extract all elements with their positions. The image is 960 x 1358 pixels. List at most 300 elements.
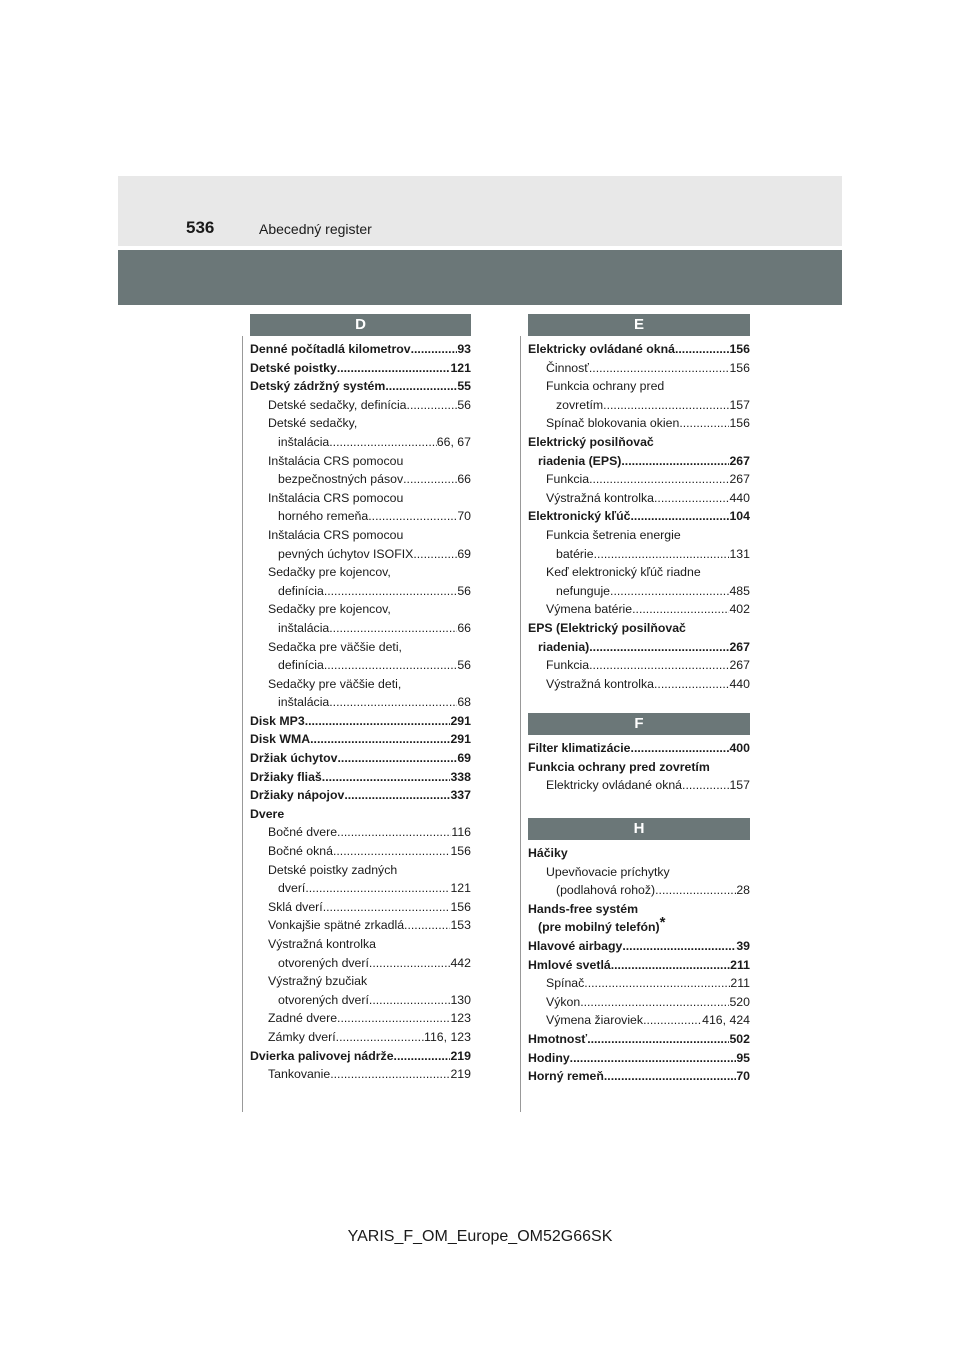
- page-reference: 121: [450, 360, 471, 375]
- index-subentry: [250, 842, 471, 861]
- entry-label: Činnosť: [546, 360, 589, 375]
- page-reference: 156: [729, 360, 750, 375]
- dot-leader: [675, 340, 730, 359]
- page-reference: 267: [729, 658, 750, 673]
- entry-line: [528, 758, 750, 777]
- index-entry: [250, 1047, 471, 1066]
- entry-line: [250, 842, 471, 861]
- entry-line: [528, 844, 750, 863]
- entry-line: [250, 1028, 471, 1047]
- dot-leader: [610, 582, 729, 601]
- entry-label: Elektricky ovládané okná: [546, 778, 683, 793]
- entry-line: [528, 377, 750, 396]
- index-entry: [250, 786, 471, 805]
- index-subentry: [528, 359, 750, 378]
- footnote-asterisk: *: [659, 914, 666, 932]
- entry-line: [250, 600, 471, 619]
- dot-leader: [589, 470, 729, 489]
- index-subentry: [250, 916, 471, 935]
- entry-label: inštalácia: [278, 434, 330, 449]
- index-entry: [528, 1067, 750, 1086]
- page-reference: 70: [457, 509, 471, 524]
- index-entry: [250, 377, 471, 396]
- dot-leader: [643, 1011, 702, 1030]
- entry-label: Držiaky fliaš: [250, 769, 322, 784]
- index-subentry: [528, 489, 750, 508]
- entry-label: dverí: [278, 881, 306, 896]
- entry-label: Sedačky pre kojencov,: [268, 565, 391, 580]
- page-reference: 338: [450, 769, 471, 784]
- index-entry: [528, 619, 750, 656]
- index-subentry: [528, 656, 750, 675]
- entry-line: [250, 638, 471, 657]
- entry-line: [250, 805, 471, 824]
- entry-line: [250, 452, 471, 471]
- entry-line: [528, 881, 750, 900]
- page-reference: 416, 424: [702, 1013, 750, 1028]
- entry-label: (podlahová rohož): [556, 883, 656, 898]
- entry-label: Elektrický posilňovač: [528, 434, 654, 449]
- dot-leader: [394, 1047, 451, 1066]
- dot-leader: [632, 600, 729, 619]
- entry-line: [250, 340, 471, 359]
- page-reference: 219: [450, 1048, 471, 1063]
- document-footer: YARIS_F_OM_Europe_OM52G66SK: [347, 1228, 613, 1245]
- entry-label: Detský zádržný systém: [250, 379, 386, 394]
- page-reference: 442: [450, 955, 471, 970]
- entry-label: Hodiny: [528, 1050, 570, 1065]
- entry-label: zovretím: [556, 397, 604, 412]
- page-reference: 39: [736, 939, 750, 954]
- page-reference: 156: [450, 899, 471, 914]
- entry-line: [528, 1030, 750, 1049]
- entry-label: inštalácia: [278, 695, 330, 710]
- entry-line: [528, 359, 750, 378]
- dot-leader: [329, 433, 437, 452]
- dot-leader: [385, 377, 457, 396]
- dot-leader: [337, 1009, 450, 1028]
- entry-line: [528, 489, 750, 508]
- entry-line: [250, 749, 471, 768]
- entry-label: Hlavové airbagy: [528, 939, 623, 954]
- dot-leader: [611, 956, 730, 975]
- page-reference: 69: [457, 546, 471, 561]
- dot-leader: [655, 881, 736, 900]
- page-reference: 157: [729, 397, 750, 412]
- index-subentry: [528, 675, 750, 694]
- index-subentry: [250, 563, 471, 600]
- entry-label: Denné počítadlá kilometrov: [250, 342, 411, 356]
- entry-label: Funkcia ochrany pred: [546, 379, 665, 394]
- index-entry: [528, 340, 750, 359]
- entry-label: Výkon: [546, 994, 581, 1009]
- page-reference: 66: [457, 620, 471, 635]
- entry-label: batérie: [556, 546, 594, 561]
- entry-line: [528, 675, 750, 694]
- index-subentry: [250, 489, 471, 526]
- entry-label: Dvierka palivovej nádrže: [250, 1048, 394, 1063]
- page-reference: 56: [457, 397, 471, 412]
- index-subentry: [250, 526, 471, 563]
- dot-leader: [630, 507, 729, 526]
- entry-label: riadenia (EPS): [538, 453, 622, 468]
- section-letter-header: D: [250, 314, 471, 336]
- dot-leader: [337, 749, 457, 768]
- entry-label: Keď elektronický kľúč riadne: [546, 565, 701, 580]
- index-section-h: [528, 818, 750, 1086]
- dot-leader: [330, 1065, 450, 1084]
- index-section-f: [528, 713, 750, 795]
- dot-leader: [584, 974, 730, 993]
- page-reference: 123: [450, 1011, 471, 1026]
- index-entry: [250, 805, 471, 824]
- page-reference: 69: [457, 751, 471, 766]
- entry-line: [528, 414, 750, 433]
- entry-label: Vonkajšie spätné zrkadlá: [268, 918, 405, 933]
- entry-label: Spínač blokovania okien: [546, 416, 680, 431]
- entry-label: Výstražná kontrolka: [268, 937, 376, 951]
- entry-line: [250, 991, 471, 1010]
- index-entry: [250, 730, 471, 749]
- dot-leader: [654, 489, 729, 508]
- entry-label: Upevňovacie príchytky: [546, 864, 670, 879]
- entry-line: [528, 507, 750, 526]
- index-subentry: [250, 823, 471, 842]
- page-title: Abecedný register: [259, 221, 372, 237]
- entry-label: Detské poistky zadných: [268, 862, 398, 877]
- entry-line: [250, 935, 471, 954]
- entry-line: [250, 582, 471, 601]
- dot-leader: [570, 1049, 737, 1068]
- entry-line: [528, 914, 750, 937]
- entry-label: Bočné okná: [268, 844, 333, 859]
- page-reference: 156: [729, 416, 750, 431]
- dot-leader: [336, 1028, 424, 1047]
- entry-line: [250, 1047, 471, 1066]
- index-entry: [528, 758, 750, 777]
- page-reference: 156: [450, 844, 471, 859]
- entry-line: [528, 776, 750, 795]
- dot-leader: [369, 954, 451, 973]
- page-reference: 130: [450, 992, 471, 1007]
- entry-line: [528, 863, 750, 882]
- entry-line: [528, 396, 750, 415]
- entry-label: Sedačky pre kojencov,: [268, 602, 391, 617]
- dot-leader: [580, 993, 729, 1012]
- entry-label: EPS (Elektrický posilňovač: [528, 620, 686, 635]
- dot-leader: [369, 991, 451, 1010]
- entry-label: Elektronický kľúč: [528, 509, 631, 524]
- dot-leader: [587, 1030, 729, 1049]
- entry-line: [528, 1011, 750, 1030]
- page-reference: 337: [450, 788, 471, 803]
- page-reference: 104: [729, 509, 750, 524]
- entry-label: Detské sedačky,: [268, 416, 358, 431]
- entry-label: Disk WMA: [250, 732, 311, 747]
- entry-line: [250, 1065, 471, 1084]
- entry-label: Výstražný bzučiak: [268, 974, 368, 989]
- page-reference: 440: [729, 490, 750, 505]
- entry-line: [528, 600, 750, 619]
- index-section-d: [250, 314, 471, 1084]
- page-reference: 66: [457, 472, 471, 487]
- entry-label: Detské sedačky, definícia: [268, 397, 407, 412]
- index-subentry: [528, 563, 750, 600]
- entry-label: (pre mobilný telefón): [538, 920, 660, 935]
- entry-line: [250, 470, 471, 489]
- entry-label: Tankovanie: [268, 1067, 331, 1082]
- index-entry-list: [528, 735, 750, 795]
- entry-label: Výstražná kontrolka: [546, 676, 654, 691]
- dot-leader: [682, 776, 729, 795]
- dot-leader: [323, 898, 451, 917]
- index-subentry: [250, 935, 471, 972]
- entry-line: [250, 619, 471, 638]
- entry-line: [250, 489, 471, 508]
- entry-line: [250, 730, 471, 749]
- header-bar: [118, 176, 842, 246]
- entry-label: Funkcia: [546, 472, 590, 487]
- entry-label: inštalácia: [278, 620, 330, 635]
- dot-leader: [603, 396, 729, 415]
- entry-line: [250, 972, 471, 991]
- entry-label: definícia: [278, 658, 324, 673]
- index-entry-list: [528, 336, 750, 693]
- index-entry: [250, 359, 471, 378]
- page-reference: 267: [729, 639, 750, 654]
- entry-line: [250, 786, 471, 805]
- entry-line: [528, 974, 750, 993]
- dot-leader: [604, 1067, 736, 1086]
- entry-line: [528, 1067, 750, 1086]
- dot-leader: [344, 786, 450, 805]
- page-reference: 520: [729, 994, 750, 1009]
- entry-label: Inštalácia CRS pomocou: [268, 453, 404, 468]
- entry-line: [528, 340, 750, 359]
- entry-label: otvorených dverí: [278, 992, 369, 1007]
- dot-leader: [621, 452, 729, 471]
- entry-line: [528, 900, 750, 919]
- entry-line: [528, 563, 750, 582]
- index-subentry: [528, 863, 750, 900]
- entry-line: [250, 656, 471, 675]
- entry-label: definícia: [278, 583, 324, 598]
- entry-label: Elektricky ovládané okná: [528, 342, 675, 356]
- index-subentry: [528, 377, 750, 414]
- index-entry: [250, 712, 471, 731]
- index-subentry: [528, 526, 750, 563]
- entry-label: nefunguje: [556, 583, 611, 598]
- page-reference: 156: [729, 342, 750, 356]
- column-divider-right: [520, 336, 521, 1112]
- entry-label: Výmena batérie: [546, 602, 633, 617]
- entry-label: Inštalácia CRS pomocou: [268, 490, 404, 505]
- index-subentry: [250, 396, 471, 415]
- page-reference: 267: [729, 453, 750, 468]
- index-column-left: [250, 314, 471, 1084]
- entry-line: [250, 768, 471, 787]
- page-reference: 402: [729, 602, 750, 617]
- index-entry: [528, 844, 750, 863]
- entry-label: Funkcia: [546, 658, 590, 673]
- index-entry-list: [250, 336, 471, 1084]
- index-subentry: [250, 638, 471, 675]
- entry-label: pevných úchytov ISOFIX: [278, 546, 414, 561]
- entry-line: [528, 739, 750, 758]
- entry-label: Funkcia šetrenia energie: [546, 527, 681, 542]
- entry-label: Inštalácia CRS pomocou: [268, 527, 404, 542]
- index-entry: [250, 768, 471, 787]
- dot-leader: [305, 712, 451, 731]
- dot-leader: [631, 739, 730, 758]
- page-reference: 28: [736, 883, 750, 898]
- index-subentry: [528, 974, 750, 993]
- entry-label: Sedačka pre väčšie deti,: [268, 639, 402, 654]
- page-reference: 116, 123: [424, 1029, 471, 1044]
- dot-leader: [324, 656, 458, 675]
- entry-line: [250, 377, 471, 396]
- index-subentry: [528, 600, 750, 619]
- entry-label: Funkcia ochrany pred zovretím: [528, 759, 710, 774]
- entry-line: [250, 1009, 471, 1028]
- index-entry: [528, 1049, 750, 1068]
- entry-line: [250, 861, 471, 880]
- entry-label: Zámky dverí: [268, 1029, 336, 1044]
- entry-line: [528, 452, 750, 471]
- entry-label: Držiaky nápojov: [250, 788, 345, 803]
- entry-label: Filter klimatizácie: [528, 741, 631, 756]
- dot-leader: [329, 619, 457, 638]
- entry-label: Spínač: [546, 976, 585, 991]
- entry-line: [250, 823, 471, 842]
- page-reference: 157: [729, 778, 750, 793]
- entry-line: [250, 433, 471, 452]
- entry-label: Sklá dverí: [268, 899, 323, 914]
- entry-label: riadenia): [538, 639, 590, 654]
- section-letter-header: H: [528, 818, 750, 840]
- entry-label: Háčiky: [528, 846, 568, 861]
- dot-leader: [368, 507, 457, 526]
- index-entry: [528, 1030, 750, 1049]
- entry-label: Zadné dvere: [268, 1011, 338, 1026]
- page-reference: 68: [457, 695, 471, 710]
- entry-line: [528, 433, 750, 452]
- entry-line: [528, 956, 750, 975]
- index-entry: [528, 900, 750, 937]
- entry-line: [250, 563, 471, 582]
- page-reference: 116: [451, 825, 471, 840]
- entry-label: Výmena žiaroviek: [546, 1013, 644, 1028]
- index-section-e: [528, 314, 750, 693]
- dot-leader: [333, 842, 451, 861]
- dot-leader: [413, 545, 457, 564]
- entry-line: [250, 526, 471, 545]
- entry-line: [250, 507, 471, 526]
- index-subentry: [528, 776, 750, 795]
- entry-line: [528, 619, 750, 638]
- page-reference: 267: [729, 472, 750, 487]
- entry-label: Hmotnosť: [528, 1032, 588, 1046]
- entry-line: [528, 993, 750, 1012]
- entry-line: [528, 656, 750, 675]
- entry-line: [250, 545, 471, 564]
- entry-line: [528, 545, 750, 564]
- page-reference: 55: [457, 379, 471, 394]
- page-reference: 291: [450, 713, 471, 728]
- entry-label: Výstražná kontrolka: [546, 490, 654, 505]
- dot-leader: [654, 675, 729, 694]
- page-reference: 66, 67: [436, 434, 471, 449]
- entry-line: [250, 693, 471, 712]
- dot-leader: [407, 396, 458, 415]
- page-reference: 211: [730, 976, 750, 991]
- section-letter-header: F: [528, 713, 750, 735]
- section-letter-header: E: [528, 314, 750, 336]
- entry-line: [250, 879, 471, 898]
- entry-line: [250, 898, 471, 917]
- index-entry: [250, 340, 471, 359]
- column-divider-left: [242, 336, 243, 1112]
- index-subentry: [528, 993, 750, 1012]
- index-column-right: [528, 314, 750, 1086]
- entry-line: [528, 526, 750, 545]
- index-entry-list: [528, 840, 750, 1086]
- index-entry: [528, 507, 750, 526]
- dot-leader: [589, 638, 729, 657]
- header-band: [118, 250, 842, 305]
- index-subentry: [250, 414, 471, 451]
- index-entry: [250, 749, 471, 768]
- entry-line: [528, 638, 750, 657]
- entry-line: [250, 359, 471, 378]
- index-entry: [528, 433, 750, 470]
- dot-leader: [305, 879, 450, 898]
- page-reference: 131: [729, 546, 750, 561]
- dot-leader: [324, 582, 458, 601]
- index-subentry: [250, 861, 471, 898]
- dot-leader: [322, 768, 451, 787]
- dot-leader: [337, 359, 451, 378]
- entry-line: [250, 396, 471, 415]
- dot-leader: [310, 730, 450, 749]
- page-reference: 502: [729, 1032, 750, 1046]
- entry-label: horného remeňa: [278, 509, 369, 524]
- page-reference: 400: [729, 741, 750, 756]
- entry-line: [250, 916, 471, 935]
- entry-line: [528, 1049, 750, 1068]
- entry-label: bezpečnostných pásov: [278, 472, 404, 487]
- entry-label: Držiak úchytov: [250, 751, 338, 766]
- page-reference: 56: [457, 658, 471, 673]
- index-subentry: [528, 414, 750, 433]
- entry-label: Sedačky pre väčšie deti,: [268, 676, 402, 691]
- page-reference: 211: [730, 957, 750, 972]
- dot-leader: [411, 340, 458, 359]
- entry-label: Hands-free systém: [528, 901, 639, 916]
- index-subentry: [250, 972, 471, 1009]
- dot-leader: [594, 545, 730, 564]
- dot-leader: [404, 916, 450, 935]
- entry-line: [528, 470, 750, 489]
- index-subentry: [528, 470, 750, 489]
- entry-label: Bočné dvere: [268, 825, 338, 840]
- dot-leader: [403, 470, 457, 489]
- entry-label: Detské poistky: [250, 360, 337, 375]
- index-subentry: [250, 600, 471, 637]
- index-subentry: [528, 1011, 750, 1030]
- index-subentry: [250, 1009, 471, 1028]
- page-reference: 219: [450, 1067, 471, 1082]
